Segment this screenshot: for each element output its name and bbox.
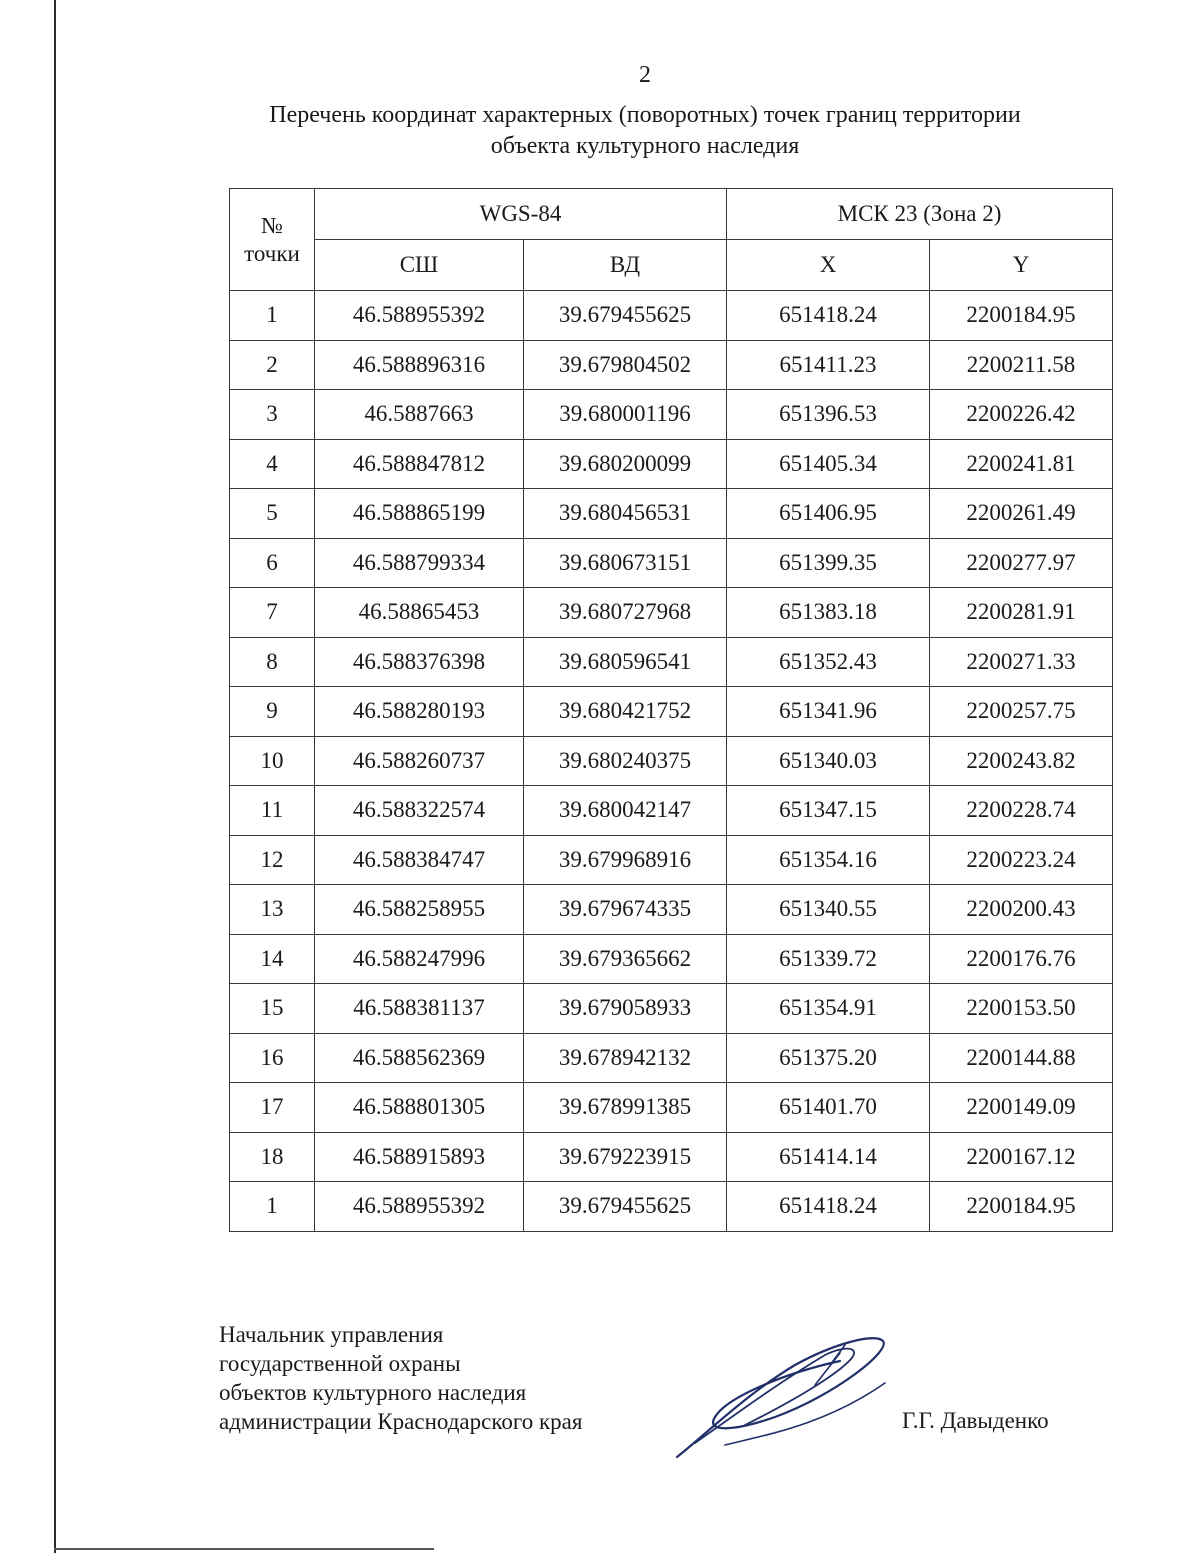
table-row bbox=[230, 588, 1113, 638]
document-title-line2: объекта культурного наследия bbox=[490, 133, 800, 159]
document-title bbox=[200, 100, 1090, 162]
scan-edge-bottom bbox=[54, 1548, 434, 1550]
cell-x: 651352.43 bbox=[727, 637, 930, 687]
header-latitude: СШ bbox=[315, 240, 524, 291]
cell-latitude: 46.588799334 bbox=[315, 538, 524, 588]
table-header-row-1 bbox=[230, 189, 1113, 240]
document-title-line1: Перечень координат характерных (поворотных) точек границ территории bbox=[269, 102, 1021, 128]
cell-longitude: 39.679058933 bbox=[524, 984, 727, 1034]
cell-longitude: 39.680596541 bbox=[524, 637, 727, 687]
signer-position bbox=[219, 1320, 582, 1436]
table-row bbox=[230, 340, 1113, 390]
cell-latitude: 46.5887663 bbox=[315, 390, 524, 440]
table-row bbox=[230, 637, 1113, 687]
cell-longitude: 39.680240375 bbox=[524, 736, 727, 786]
signer-position-line3: объектов культурного наследия bbox=[219, 1380, 527, 1405]
cell-latitude: 46.588865199 bbox=[315, 489, 524, 539]
page-number: 2 bbox=[639, 62, 651, 88]
table-row bbox=[230, 984, 1113, 1034]
cell-longitude: 39.679455625 bbox=[524, 1182, 727, 1232]
cell-y: 2200144.88 bbox=[930, 1033, 1113, 1083]
cell-latitude: 46.58865453 bbox=[315, 588, 524, 638]
table-row bbox=[230, 885, 1113, 935]
cell-x: 651396.53 bbox=[727, 390, 930, 440]
cell-x: 651347.15 bbox=[727, 786, 930, 836]
cell-longitude: 39.680042147 bbox=[524, 786, 727, 836]
cell-point-number: 10 bbox=[230, 736, 315, 786]
cell-point-number: 3 bbox=[230, 390, 315, 440]
cell-point-number: 2 bbox=[230, 340, 315, 390]
cell-y: 2200261.49 bbox=[930, 489, 1113, 539]
coordinates-table bbox=[229, 188, 1113, 1232]
cell-x: 651354.16 bbox=[727, 835, 930, 885]
signer-name: Г.Г. Давыденко bbox=[902, 1408, 1049, 1433]
scan-edge-left bbox=[54, 0, 56, 1553]
cell-point-number: 13 bbox=[230, 885, 315, 935]
cell-latitude: 46.588955392 bbox=[315, 1182, 524, 1232]
cell-longitude: 39.679455625 bbox=[524, 291, 727, 341]
cell-point-number: 1 bbox=[230, 1182, 315, 1232]
cell-point-number: 7 bbox=[230, 588, 315, 638]
cell-x: 651414.14 bbox=[727, 1132, 930, 1182]
table-row bbox=[230, 1132, 1113, 1182]
cell-point-number: 17 bbox=[230, 1083, 315, 1133]
cell-latitude: 46.588847812 bbox=[315, 439, 524, 489]
header-wgs84: WGS-84 bbox=[315, 189, 727, 240]
cell-point-number: 14 bbox=[230, 934, 315, 984]
header-point-number-symbol: № bbox=[261, 212, 283, 238]
cell-latitude: 46.588896316 bbox=[315, 340, 524, 390]
table-row bbox=[230, 439, 1113, 489]
table-row bbox=[230, 934, 1113, 984]
cell-x: 651383.18 bbox=[727, 588, 930, 638]
cell-longitude: 39.679968916 bbox=[524, 835, 727, 885]
cell-y: 2200211.58 bbox=[930, 340, 1113, 390]
cell-latitude: 46.588376398 bbox=[315, 637, 524, 687]
table-row bbox=[230, 291, 1113, 341]
cell-longitude: 39.679804502 bbox=[524, 340, 727, 390]
cell-longitude: 39.680727968 bbox=[524, 588, 727, 638]
cell-point-number: 12 bbox=[230, 835, 315, 885]
cell-y: 2200243.82 bbox=[930, 736, 1113, 786]
cell-longitude: 39.679365662 bbox=[524, 934, 727, 984]
table-row bbox=[230, 687, 1113, 737]
cell-longitude: 39.678991385 bbox=[524, 1083, 727, 1133]
cell-x: 651375.20 bbox=[727, 1033, 930, 1083]
cell-y: 2200271.33 bbox=[930, 637, 1113, 687]
cell-latitude: 46.588260737 bbox=[315, 736, 524, 786]
cell-y: 2200167.12 bbox=[930, 1132, 1113, 1182]
cell-point-number: 15 bbox=[230, 984, 315, 1034]
cell-y: 2200226.42 bbox=[930, 390, 1113, 440]
cell-y: 2200241.81 bbox=[930, 439, 1113, 489]
table-row bbox=[230, 390, 1113, 440]
cell-latitude: 46.588955392 bbox=[315, 291, 524, 341]
cell-latitude: 46.588258955 bbox=[315, 885, 524, 935]
table-row bbox=[230, 835, 1113, 885]
cell-longitude: 39.680456531 bbox=[524, 489, 727, 539]
cell-x: 651399.35 bbox=[727, 538, 930, 588]
cell-y: 2200228.74 bbox=[930, 786, 1113, 836]
header-longitude: ВД bbox=[524, 240, 727, 291]
table-row bbox=[230, 489, 1113, 539]
table-header-row-2 bbox=[230, 240, 1113, 291]
cell-point-number: 9 bbox=[230, 687, 315, 737]
cell-y: 2200184.95 bbox=[930, 291, 1113, 341]
table-row bbox=[230, 1182, 1113, 1232]
cell-latitude: 46.588280193 bbox=[315, 687, 524, 737]
cell-x: 651401.70 bbox=[727, 1083, 930, 1133]
table-row bbox=[230, 786, 1113, 836]
coordinates-table-body bbox=[230, 291, 1113, 1232]
signer-position-line1: Начальник управления bbox=[219, 1322, 444, 1347]
cell-longitude: 39.679223915 bbox=[524, 1132, 727, 1182]
table-row bbox=[230, 538, 1113, 588]
table-row bbox=[230, 736, 1113, 786]
cell-y: 2200176.76 bbox=[930, 934, 1113, 984]
cell-x: 651411.23 bbox=[727, 340, 930, 390]
cell-y: 2200184.95 bbox=[930, 1182, 1113, 1232]
cell-point-number: 4 bbox=[230, 439, 315, 489]
cell-point-number: 6 bbox=[230, 538, 315, 588]
cell-latitude: 46.588915893 bbox=[315, 1132, 524, 1182]
cell-longitude: 39.679674335 bbox=[524, 885, 727, 935]
cell-x: 651340.03 bbox=[727, 736, 930, 786]
header-msk23: МСК 23 (Зона 2) bbox=[727, 189, 1113, 240]
cell-y: 2200153.50 bbox=[930, 984, 1113, 1034]
cell-point-number: 8 bbox=[230, 637, 315, 687]
cell-latitude: 46.588384747 bbox=[315, 835, 524, 885]
signer-position-line2: государственной охраны bbox=[219, 1351, 461, 1376]
cell-longitude: 39.680421752 bbox=[524, 687, 727, 737]
cell-latitude: 46.588322574 bbox=[315, 786, 524, 836]
cell-point-number: 1 bbox=[230, 291, 315, 341]
table-row bbox=[230, 1083, 1113, 1133]
cell-x: 651340.55 bbox=[727, 885, 930, 935]
cell-longitude: 39.680001196 bbox=[524, 390, 727, 440]
cell-y: 2200200.43 bbox=[930, 885, 1113, 935]
cell-point-number: 18 bbox=[230, 1132, 315, 1182]
cell-y: 2200281.91 bbox=[930, 588, 1113, 638]
cell-point-number: 16 bbox=[230, 1033, 315, 1083]
cell-y: 2200257.75 bbox=[930, 687, 1113, 737]
cell-y: 2200149.09 bbox=[930, 1083, 1113, 1133]
cell-point-number: 11 bbox=[230, 786, 315, 836]
cell-latitude: 46.588247996 bbox=[315, 934, 524, 984]
cell-longitude: 39.680673151 bbox=[524, 538, 727, 588]
cell-y: 2200223.24 bbox=[930, 835, 1113, 885]
cell-point-number: 5 bbox=[230, 489, 315, 539]
cell-x: 651406.95 bbox=[727, 489, 930, 539]
cell-x: 651418.24 bbox=[727, 291, 930, 341]
header-point-number-label: точки bbox=[244, 240, 300, 266]
cell-x: 651339.72 bbox=[727, 934, 930, 984]
cell-x: 651418.24 bbox=[727, 1182, 930, 1232]
cell-x: 651341.96 bbox=[727, 687, 930, 737]
cell-latitude: 46.588562369 bbox=[315, 1033, 524, 1083]
header-y: Y bbox=[930, 240, 1113, 291]
header-point-number bbox=[230, 189, 315, 291]
handwritten-signature bbox=[665, 1325, 900, 1465]
cell-longitude: 39.678942132 bbox=[524, 1033, 727, 1083]
cell-y: 2200277.97 bbox=[930, 538, 1113, 588]
signer-position-line4: администрации Краснодарского края bbox=[219, 1409, 583, 1434]
table-row bbox=[230, 1033, 1113, 1083]
cell-x: 651405.34 bbox=[727, 439, 930, 489]
header-x: X bbox=[727, 240, 930, 291]
cell-x: 651354.91 bbox=[727, 984, 930, 1034]
cell-latitude: 46.588381137 bbox=[315, 984, 524, 1034]
cell-latitude: 46.588801305 bbox=[315, 1083, 524, 1133]
cell-longitude: 39.680200099 bbox=[524, 439, 727, 489]
